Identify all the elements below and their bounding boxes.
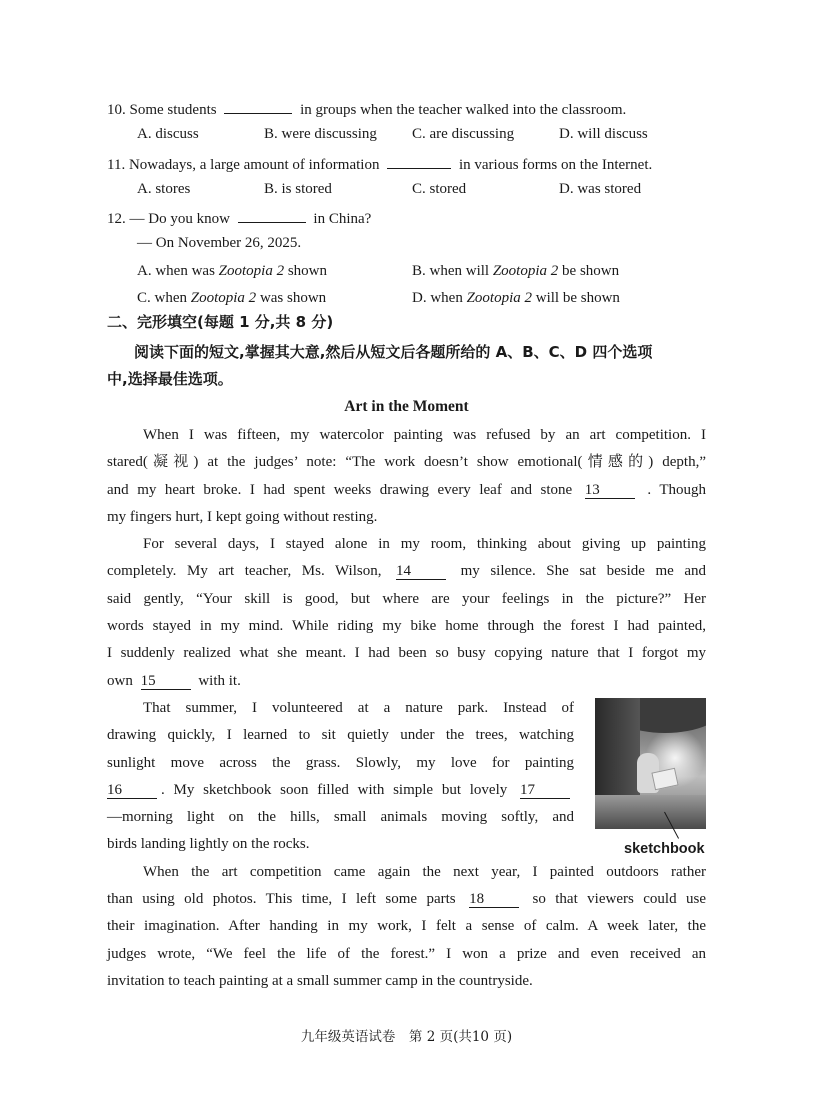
question-number: 12.	[107, 211, 126, 227]
passage-line	[107, 780, 574, 800]
blank-14[interactable]: 14	[396, 563, 446, 580]
passage-text: with it.	[198, 673, 241, 689]
blank-15[interactable]: 15	[141, 673, 191, 690]
passage-line: That summer, I volunteered at a nature park. Instead of	[143, 700, 574, 716]
blank-13[interactable]: 13	[585, 482, 635, 499]
passage-line: For several days, I stayed alone in my room, thinking about giving up painting	[143, 536, 706, 552]
passage-line: judges wrote, “We feel the life of the forest.” I won a prize and even received an	[107, 946, 706, 962]
option-text: be shown	[558, 263, 620, 279]
movie-title: Zootopia 2	[466, 290, 533, 306]
option-b[interactable]	[412, 261, 619, 281]
passage-text: own	[107, 673, 133, 689]
option-b[interactable]: B. were discussing	[264, 126, 377, 142]
option-text: will be shown	[532, 290, 620, 306]
option-text: was shown	[256, 290, 327, 306]
question-11	[107, 152, 652, 175]
passage-text: than using old photos. This time, I left some parts	[107, 891, 456, 907]
page-footer: 九年级英语试卷 第 2 页(共10 页)	[300, 1029, 513, 1045]
question-10	[107, 97, 626, 120]
passage-line	[107, 480, 706, 500]
passage-line: sunlight move across the grass. Slowly, my love for painting	[107, 755, 574, 771]
passage-line: When I was fifteen, my watercolor painting was refused by an art competition. I	[143, 427, 706, 443]
movie-title: Zootopia 2	[190, 290, 257, 306]
passage-line: drawing quickly, I learned to sit quietly under the trees, watching	[107, 727, 574, 743]
option-text: A. when was	[137, 263, 219, 279]
passage-text: . Though	[647, 482, 706, 498]
blank-16[interactable]: 16	[107, 782, 157, 799]
question-number: 10.	[107, 102, 126, 118]
option-a[interactable]: A. stores	[137, 181, 191, 197]
passage-line: birds landing lightly on the rocks.	[107, 836, 310, 852]
grass	[595, 795, 706, 829]
answer-blank[interactable]	[387, 152, 451, 169]
passage-line: my fingers hurt, I kept going without resting.	[107, 509, 378, 525]
answer-blank[interactable]	[224, 97, 292, 114]
passage-text: my silence. She sat beside me and	[460, 563, 706, 579]
passage-line: stared(凝视) at the judges’ note: “The work doesn’t show emotional(情感的) depth,”	[107, 454, 706, 470]
option-text: C. when	[137, 290, 191, 306]
question-stem: Nowadays, a large amount of information	[128, 157, 380, 173]
figure-caption: sketchbook	[624, 841, 705, 857]
passage-line	[107, 561, 706, 581]
option-c[interactable]: C. stored	[412, 181, 467, 197]
question-stem: in various forms on the Internet.	[458, 157, 653, 173]
option-c[interactable]: C. are discussing	[412, 126, 515, 142]
section-instruction: 阅读下面的短文,掌握其大意,然后从短文后各题所给的 A、B、C、D 四个选项	[134, 343, 653, 361]
question-stem: Some students	[129, 102, 217, 118]
passage-text: so that viewers could use	[532, 891, 706, 907]
option-c[interactable]	[137, 288, 326, 308]
question-stem: in groups when the teacher walked into the classroom.	[300, 102, 627, 118]
movie-title: Zootopia 2	[492, 263, 559, 279]
blank-18[interactable]: 18	[469, 891, 519, 908]
question-stem: — Do you know	[129, 211, 230, 227]
passage-text: . My sketchbook soon filled with simple but lovely	[161, 782, 508, 798]
option-b[interactable]: B. is stored	[264, 181, 332, 197]
option-text: B. when will	[412, 263, 493, 279]
movie-title: Zootopia 2	[218, 263, 285, 279]
question-number: 11.	[107, 157, 126, 173]
passage-line: When the art competition came again the next year, I painted outdoors rather	[143, 864, 706, 880]
passage-title: Art in the Moment	[344, 398, 469, 415]
option-text: D. when	[412, 290, 467, 306]
passage-line: invitation to teach painting at a small summer camp in the countryside.	[107, 973, 533, 989]
question-stem: in China?	[313, 211, 372, 227]
girl-sketching-illustration	[595, 698, 706, 829]
passage-line: I suddenly realized what she meant. I had been so busy copying nature that I forgot my	[107, 645, 706, 661]
passage-line: —morning light on the hills, small animals moving softly, and	[107, 809, 574, 825]
passage-line	[107, 889, 706, 909]
section-heading: 二、完形填空(每题 1 分,共 8 分)	[107, 313, 334, 331]
passage-text: and my heart broke. I had spent weeks drawing every leaf and stone	[107, 482, 573, 498]
dialogue-reply: — On November 26, 2025.	[137, 235, 302, 251]
passage-line	[107, 671, 706, 691]
answer-blank[interactable]	[238, 206, 306, 223]
passage-text: completely. My art teacher, Ms. Wilson,	[107, 563, 382, 579]
option-d[interactable]	[412, 288, 620, 308]
passage-line: their imagination. After handing in my work, I felt a sense of calm. A week later, the	[107, 918, 706, 934]
passage-line: words stayed in my mind. While riding my bike home through the forest I had painted,	[107, 618, 706, 634]
option-d[interactable]: D. will discuss	[559, 126, 648, 142]
passage-line: said gently, “Your skill is good, but where are your feelings in the picture?” Her	[107, 591, 706, 607]
option-a[interactable]: A. discuss	[137, 126, 199, 142]
option-a[interactable]	[137, 261, 327, 281]
blank-17[interactable]: 17	[520, 782, 570, 799]
question-12	[107, 206, 371, 229]
section-instruction: 中,选择最佳选项。	[107, 370, 233, 388]
option-d[interactable]: D. was stored	[559, 181, 642, 197]
option-text: shown	[284, 263, 328, 279]
